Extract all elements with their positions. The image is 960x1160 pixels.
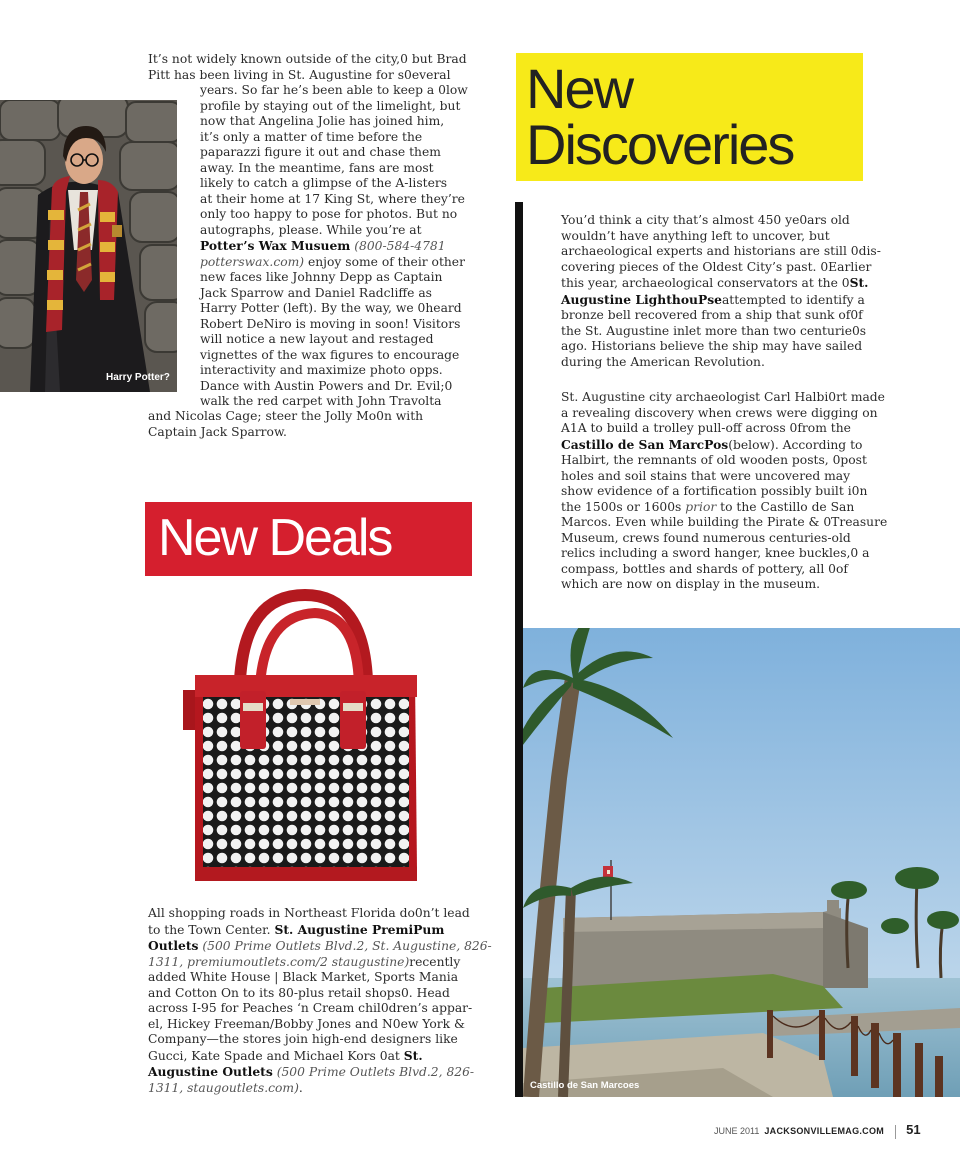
page-number: 51 [906,1122,921,1137]
article-line: Pitt has been living in St. Augustine for s0everal [148,67,451,82]
lighthouse-link[interactable]: St. [849,275,869,290]
article-line: el, Hickey Freeman/Bobby Jones and N0ew York & [148,1016,465,1031]
article-emphasis: prior [685,499,717,514]
article-line: Harry Potter (left). By the way, we 0heard [200,301,462,315]
article-line: paparazzi figure it out and chase them [200,145,441,159]
new-deals-header [145,502,472,576]
article-text: Gucci, Kate Spade and Michael Kors 0at [148,1048,404,1063]
harry-potter-photo [0,100,177,392]
article-line: Halbirt, the remnants of old wooden posts, 0post [561,453,867,467]
augustine-outlets-url[interactable]: 1311, staugoutlets.com) [148,1080,299,1095]
article-line [561,500,887,516]
issue-date: JUNE 2011 [714,1126,760,1136]
deals-paragraph [148,906,492,1096]
lighthouse-link[interactable]: Augustine LighthouPse [561,291,722,307]
augustine-outlets-address: (500 Prime Outlets Blvd.2, 826- [272,1065,475,1079]
article-line: compass, bottles and shards of pottery, all 0of [561,561,848,576]
article-line [148,938,492,955]
article-line [200,255,468,271]
article-line: and Nicolas Cage; steer the Jolly Mo0n with [148,409,424,423]
article-line: Jack Sparrow and Daniel Radcliffe as [200,285,432,300]
article-line [148,955,492,971]
article-text: . [298,1080,303,1095]
article-line: Captain Jack Sparrow. [148,424,287,439]
article-text: to the Town Center. [148,922,275,937]
article-line: new faces like Johnny Depp as Captain [200,270,443,284]
article-line: show evidence of a fortification possibly built i0n [561,484,868,498]
column-divider-bar [515,202,523,1097]
article-line: a revealing discovery when crews were digging on [561,405,878,420]
article-line: Museum, crews found numerous centuries-old [561,530,851,545]
celebrity-article [148,52,467,83]
castillo-link[interactable]: Castillo de San MarcPos [561,436,729,452]
article-text: enjoy some of their other [304,254,465,269]
site-url-link[interactable]: JACKSONVILLEMAG.COM [764,1126,885,1136]
article-line: ago. Historians believe the ship may have sailed [561,339,863,353]
article-line: All shopping roads in Northeast Florida do0n’t lead [148,906,470,920]
premium-outlets-url[interactable]: 1311, premiumoutlets.com/2 staugustine) [148,954,410,969]
footer-divider [895,1125,896,1139]
article-line: which are now on display in the museum. [561,577,821,591]
article-line: years. So far he’s been able to keep a 0low [200,83,468,97]
new-discoveries-header [516,53,863,181]
potters-url-link[interactable]: potterswax.com) [200,254,305,269]
article-line: likely to catch a glimpse of the A-listers [200,176,448,190]
celebrity-article-end [148,409,423,440]
article-line: it’s only a matter of time before the [200,129,423,144]
article-line: walk the red carpet with John Travolta [200,394,442,408]
article-text: to the Castillo de San [716,499,855,514]
article-line: holes and soil stains that were uncovered may [561,468,851,483]
celebrity-article-wrap [200,83,468,410]
article-line: at their home at 17 King St, where they’re [200,191,465,206]
article-line: and Cotton On to its 80-plus retail shops0. Head [148,985,450,1000]
article-line: will notice a new layout and restaged [200,332,434,346]
castillo-caption: Castillo de San Marcoes [530,1080,640,1091]
article-line: Company—the stores join high-end designers like [148,1032,458,1046]
article-text: (below). According to [728,437,863,452]
augustine-outlets-link[interactable]: St. [403,1047,423,1063]
article-text: attempted to identify a [721,292,865,307]
article-line: It’s not widely known outside of the city,0 but Brad [148,52,467,66]
article-line: added White House | Black Market, Sports Mania [148,970,459,984]
article-line: archaeological experts and historians are still 0dis- [561,244,881,258]
article-line: Robert DeNiro is moving in soon! Visitors [200,316,461,331]
article-line [561,292,881,309]
potters-wax-museum-link[interactable]: Potter’s Wax Musuem [200,238,351,253]
article-line: during the American Revolution. [561,354,765,369]
article-line [148,922,492,939]
article-line: across I-95 for Peaches ‘n Cream chil0dren’s appar- [148,1001,473,1015]
article-line: St. Augustine city archaeologist Carl Halbi0rt made [561,390,885,404]
page-footer [714,1122,921,1139]
article-line: vignettes of the wax figures to encourage [200,347,460,362]
castillo-de-san-marcos-photo [523,628,960,1097]
harry-potter-caption: Harry Potter? [106,372,170,383]
article-line: the St. Augustine inlet more than two centurie0s [561,323,867,338]
article-line: wouldn’t have anything left to uncover, but [561,228,830,243]
article-line [148,1064,492,1081]
article-line: now that Angelina Jolie has joined him, [200,114,445,128]
article-line: only too happy to pose for photos. But no [200,207,458,221]
article-line: A1A to build a trolley pull-off across 0from the [561,421,851,435]
handbag-photo [145,585,472,905]
article-line: You’d think a city that’s almost 450 ye0ars old [561,213,850,227]
article-line: Dance with Austin Powers and Dr. Evil;0 [200,378,453,393]
article-line: away. In the meantime, fans are most [200,160,434,175]
article-line: profile by staying out of the limelight, but [200,98,461,113]
article-line: bronze bell recovered from a ship that sunk of0f [561,308,863,322]
article-line: Marcos. Even while building the Pirate & 0Treasure [561,515,888,529]
article-line [148,1081,492,1097]
article-line [148,1048,492,1065]
augustine-outlets-link[interactable]: Augustine Outlets [148,1064,273,1079]
article-text: recently [409,954,461,969]
premium-outlets-link[interactable]: St. Augustine PremiPum [274,921,445,937]
article-text: the 1500s or 1600s [561,499,686,514]
article-line [561,437,887,454]
article-line: interactivity and maximize photo opps. [200,363,443,377]
article-line [561,275,881,292]
potters-phone: (800-584-4781 [354,239,446,253]
discoveries-paragraph-1 [561,213,881,370]
article-line: autographs, please. While you’re at [200,222,422,237]
article-text: this year, archaeological conservators at the 0 [561,276,850,290]
article-line [200,238,468,255]
article-line: covering pieces of the Oldest City’s past. 0Earlier [561,259,872,274]
premium-outlets-address: (500 Prime Outlets Blvd.2, St. Augustine, 826- [198,939,492,953]
premium-outlets-link[interactable]: Outlets [148,938,199,953]
article-line: relics including a sword hanger, knee buckles,0 a [561,546,870,560]
new-deals-title: New Deals [158,509,392,567]
new-discoveries-title-line2: Discoveries [526,113,794,176]
discoveries-paragraph-2 [561,390,887,593]
new-discoveries-title-line1: New [526,57,633,120]
